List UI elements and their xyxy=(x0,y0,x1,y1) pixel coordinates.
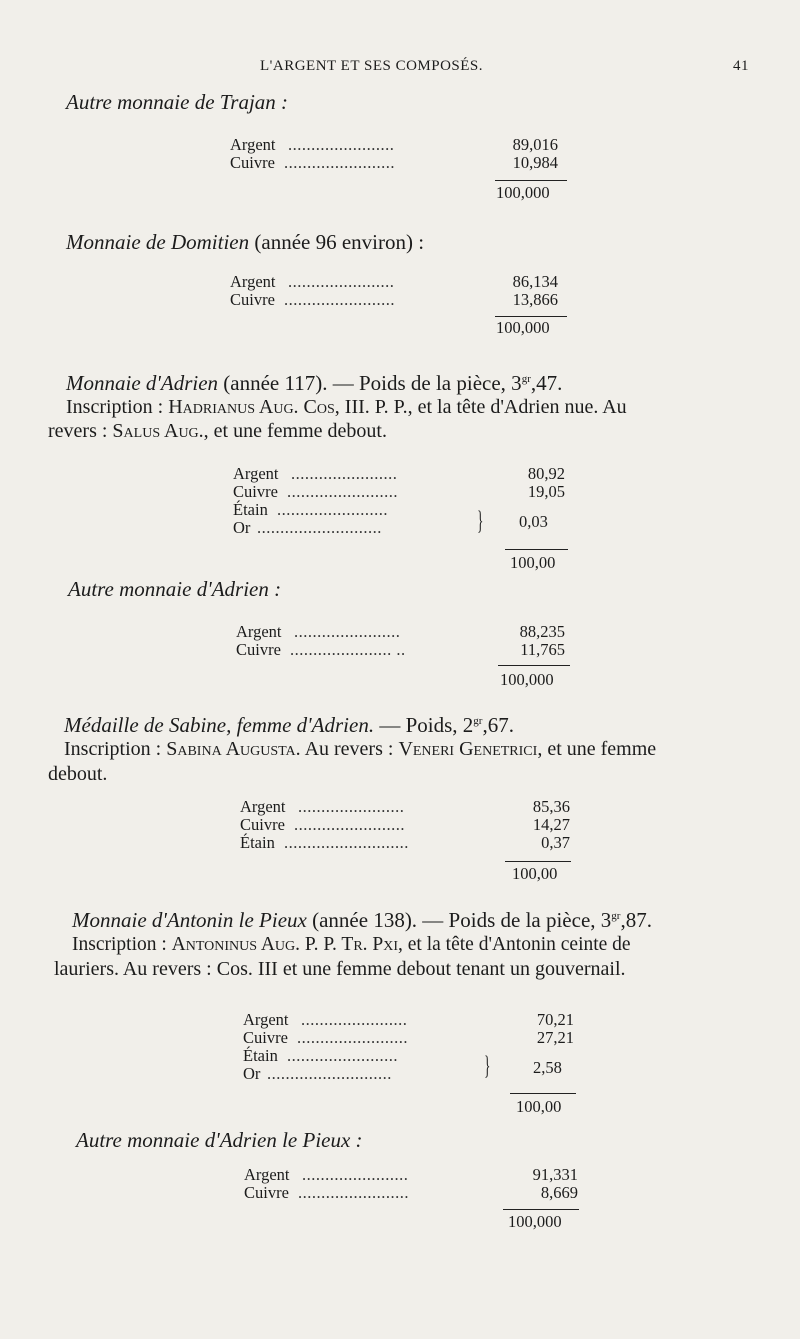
section-heading: Autre monnaie d'Adrien : xyxy=(68,577,282,601)
sum-rule xyxy=(495,180,567,181)
composition-table: Argent ....................... 91,331 Cuivre ........................ 8,669 xyxy=(244,1165,578,1202)
component-value: 27,21 xyxy=(536,1028,574,1047)
inscription-line: debout. xyxy=(48,763,108,785)
component-name: Cuivre xyxy=(230,153,275,172)
inscription-line: Inscription : Antoninus Aug. P. P. Tr. Pxi, et la tête d'Antonin ceinte de xyxy=(72,934,631,955)
section-heading: Monnaie de Domitien (année 96 environ) : xyxy=(66,230,425,254)
component-name: Or xyxy=(233,518,251,537)
total-value: 100,00 xyxy=(512,864,558,883)
component-value: 89,016 xyxy=(512,135,558,154)
component-name: Or xyxy=(243,1064,261,1083)
total-value: 100,000 xyxy=(496,183,550,202)
composition-table: Argent ....................... 86,134 Cuivre ........................ 13,866 xyxy=(230,272,558,309)
component-name: Cuivre xyxy=(240,815,285,834)
combined-value: 2,58 xyxy=(533,1058,562,1077)
component-value: 70,21 xyxy=(536,1010,574,1029)
total-value: 100,000 xyxy=(508,1212,562,1231)
sum-rule xyxy=(505,861,571,862)
composition-table: Argent ....................... 70,21 Cuivre ........................ 27,21 Étain ........................ Or ........................... xyxy=(243,1010,574,1083)
component-value: 14,27 xyxy=(532,815,570,834)
composition-table: Argent ....................... 80,92 Cuivre ........................ 19,05 Étain ........................ Or ........................... xyxy=(233,464,565,537)
component-value: 8,669 xyxy=(540,1183,578,1202)
component-name: Argent xyxy=(236,622,282,641)
component-value: 80,92 xyxy=(527,464,565,483)
sum-rule xyxy=(505,549,568,550)
component-value: 0,37 xyxy=(541,833,570,852)
section-heading: Monnaie d'Antonin le Pieux (année 138). — Poids de la pièce, $3^{gr},87$. xyxy=(72,908,652,932)
sum-rule xyxy=(498,665,570,666)
inscription-line: revers : Salus Aug., et une femme debout. xyxy=(48,420,387,442)
component-name: Étain xyxy=(233,500,268,519)
brace: } xyxy=(484,1051,491,1080)
component-value: 88,235 xyxy=(519,622,565,641)
component-name: Étain xyxy=(243,1046,278,1065)
section-heading: Autre monnaie d'Adrien le Pieux : xyxy=(76,1128,363,1152)
component-value: 19,05 xyxy=(527,482,565,501)
component-name: Argent xyxy=(230,272,276,291)
component-name: Cuivre xyxy=(244,1183,289,1202)
inscription-line: Inscription : Sabina Augusta. Au revers : Veneri Genetrici, et une femme xyxy=(64,738,657,760)
component-value: 11,765 xyxy=(520,640,565,659)
component-name: Cuivre xyxy=(236,640,281,659)
sum-rule xyxy=(495,316,567,317)
component-name: Cuivre xyxy=(233,482,278,501)
sum-rule xyxy=(503,1209,579,1210)
combined-value: 0,03 xyxy=(519,512,548,531)
component-name: Argent xyxy=(240,797,286,816)
sum-rule xyxy=(510,1093,576,1094)
total-value: 100,00 xyxy=(510,553,556,572)
section-heading: Monnaie d'Adrien (année 117). — Poids de la pièce, $3^{gr},47$. xyxy=(66,371,563,395)
component-name: Cuivre xyxy=(243,1028,288,1047)
component-value: 85,36 xyxy=(532,797,570,816)
section-heading: Autre monnaie de Trajan : xyxy=(66,90,289,114)
composition-table: Argent ....................... 85,36 Cuivre ........................ 14,27 Étain ........................... 0,37 xyxy=(240,797,570,852)
brace: } xyxy=(477,506,484,535)
component-name: Argent xyxy=(233,464,279,483)
component-name: Étain xyxy=(240,833,275,852)
component-value: 91,331 xyxy=(532,1165,578,1184)
component-name: Cuivre xyxy=(230,290,275,309)
component-name: Argent xyxy=(244,1165,290,1184)
inscription-line: Inscription : Hadrianus Aug. Cos, III. P. P., et la tête d'Adrien nue. Au xyxy=(66,396,627,418)
total-value: 100,00 xyxy=(516,1097,562,1116)
running-header-title: L'ARGENT ET SES COMPOSÉS. xyxy=(260,58,484,74)
total-value: 100,000 xyxy=(496,318,550,337)
page-number: 41 xyxy=(733,58,749,74)
composition-table: Argent ....................... 89,016 Cuivre ........................ 10,984 xyxy=(230,135,558,172)
total-value: 100,000 xyxy=(500,670,554,689)
component-value: 10,984 xyxy=(512,153,558,172)
component-value: 86,134 xyxy=(512,272,558,291)
inscription-line: lauriers. Au revers : Cos. III et une femme debout tenant un gouvernail. xyxy=(54,958,626,980)
composition-table: Argent ....................... 88,235 Cuivre ...................... .. 11,765 xyxy=(236,622,565,659)
section-heading: Médaille de Sabine, femme d'Adrien. — Poids, $2^{gr},67$. xyxy=(64,713,514,737)
component-name: Argent xyxy=(243,1010,289,1029)
component-name: Argent xyxy=(230,135,276,154)
component-value: 13,866 xyxy=(512,290,558,309)
